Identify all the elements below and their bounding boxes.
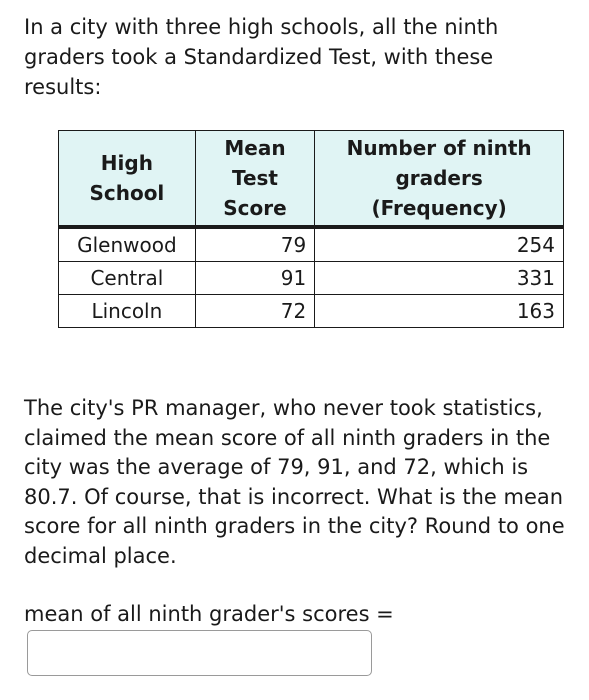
frequency-cell: 163 bbox=[315, 295, 564, 328]
answer-label: mean of all ninth grader's scores = bbox=[24, 602, 394, 626]
frequency-cell: 254 bbox=[315, 227, 564, 262]
question-text: The city's PR manager, who never took statistics, claimed the mean score of all ninth graders in the city was the average of 79, 91, and 72, which is 80.7. Of course, that is incorrect. What is the mean score for all ninth graders in the city? Round to one decimal place. bbox=[24, 396, 565, 568]
header-line: School bbox=[89, 181, 165, 205]
answer-input[interactable] bbox=[27, 630, 372, 676]
header-high-school bbox=[59, 131, 196, 228]
school-name-cell: Lincoln bbox=[59, 295, 196, 328]
frequency-cell: 331 bbox=[315, 262, 564, 295]
table-header-row bbox=[59, 131, 564, 228]
intro-text: In a city with three high schools, all the ninth graders took a Standardized Test, with these results: bbox=[24, 15, 499, 99]
school-name-cell: Glenwood bbox=[59, 227, 196, 262]
header-frequency bbox=[315, 131, 564, 228]
mean-score-cell: 79 bbox=[195, 227, 314, 262]
mean-score-cell: 72 bbox=[195, 295, 314, 328]
mean-score-cell: 91 bbox=[195, 262, 314, 295]
table-row bbox=[59, 295, 564, 328]
header-line: graders bbox=[395, 166, 483, 190]
header-line: Mean bbox=[224, 136, 286, 160]
header-line: High bbox=[100, 151, 153, 175]
header-line: Score bbox=[223, 196, 287, 220]
school-name-cell: Central bbox=[59, 262, 196, 295]
header-line: (Frequency) bbox=[371, 196, 507, 220]
table-row bbox=[59, 262, 564, 295]
results-table bbox=[58, 130, 564, 328]
header-line: Number of ninth bbox=[346, 136, 532, 160]
table-row bbox=[59, 227, 564, 262]
header-mean-test-score bbox=[195, 131, 314, 228]
header-line: Test bbox=[231, 166, 278, 190]
